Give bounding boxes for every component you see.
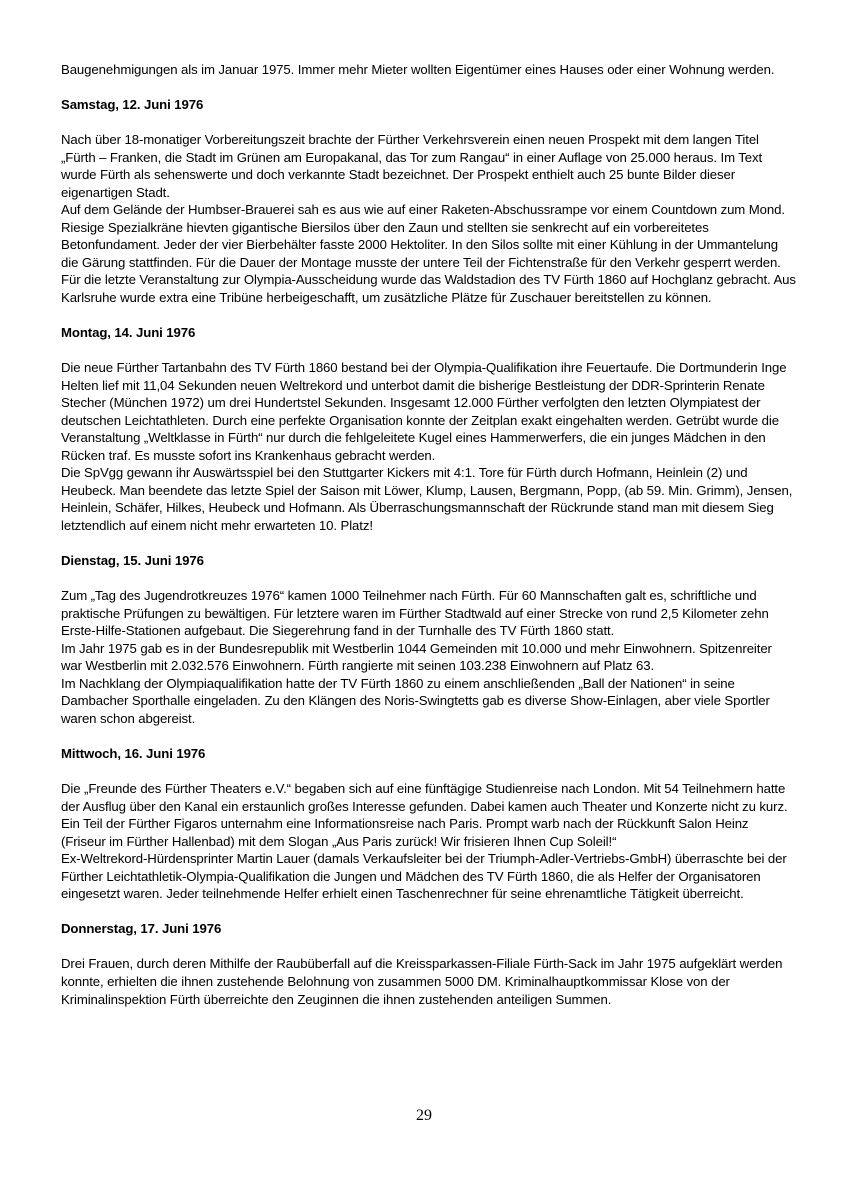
section-samstag — [61, 96, 796, 307]
paragraph: Für die letzte Veranstaltung zur Olympia-Ausscheidung wurde das Waldstadion des TV Fürth 1860 auf Hochglanz gebracht. Aus Karlsruhe wurde extra eine Tribüne herbeigeschafft, um zusätzliche Plätze für Zuschauer bereitstellen zu können. — [61, 272, 796, 306]
paragraph: Zum „Tag des Jugendrotkreuzes 1976“ kamen 1000 Teilnehmer nach Fürth. Für 60 Mannschaften galt es, schriftliche und praktische Prüfungen zu bewältigen. Für letztere waren im Fürther Stadtwald auf einer Strecke von rund 2,5 Kilometer zehn Erste-Hilfe-Stationen aufgebaut. Die Siegerehrung fand in der Turnhalle des TV Fürth 1860 statt. — [61, 588, 769, 639]
paragraph: Im Nachklang der Olympiaqualifikation hatte der TV Fürth 1860 zu einem anschließenden „Ball der Nationen“ in seine Dambacher Sporthalle eingeladen. Zu den Klängen des Noris-Swingtetts gab es diverse Show-Einlagen, aber viele Sportler waren schon abgereist. — [61, 675, 770, 726]
section-heading: Mittwoch, 16. Juni 1976 — [61, 746, 206, 761]
intro-paragraph: Baugenehmigungen als im Januar 1975. Immer mehr Mieter wollten Eigentümer eines Hauses oder einer Wohnung werden. — [61, 62, 775, 77]
paragraph: Ex-Weltrekord-Hürdensprinter Martin Lauer (damals Verkaufsleiter bei der Triumph-Adler-Vertriebs-GmbH) überraschte bei der Fürther Leichtathletik-Olympia-Qualifikation die Jungen und Mädchen des TV Fürth 1860, die als Helfer der Organisatoren eingesetzt waren. Jeder teilnehmende Helfer erhielt einen Taschenrechner für seine ehrenamtliche Tätigkeit überreicht. — [61, 851, 787, 902]
section-donnerstag — [61, 920, 796, 1008]
paragraph: Die „Freunde des Fürther Theaters e.V.“ begaben sich auf eine fünftägige Studienreise nach London. Mit 54 Teilnehmern hatte der Ausflug über den Kanal ein erstaunlich großes Interesse gefunden. Dabei kamen auch Theater und Konzerte nicht zu kurz. — [61, 781, 788, 814]
paragraph: Die SpVgg gewann ihr Auswärtsspiel bei den Stuttgarter Kickers mit 4:1. Tore für Fürth durch Hofmann, Heinlein (2) und Heubeck. Man beendete das letzte Spiel der Saison mit Löwer, Klump, Lausen, Bergmann, Popp, (ab 59. Min. Grimm), Jensen, Heinlein, Schäfer, Hilkes, Heubeck und Hofmann. Als Überraschungsmannschaft der Rückrunde stand man mit diesem Sieg letztendlich auf einem nicht mehr erwarteten 10. Platz! — [61, 465, 793, 534]
section-heading: Samstag, 12. Juni 1976 — [61, 97, 204, 113]
document-page — [61, 61, 796, 1008]
paragraph: Ein Teil der Fürther Figaros unternahm eine Informationsreise nach Paris. Prompt warb nach der Rückkunft Salon Heinz (Friseur im Fürther Hallenbad) mit dem Slogan „Aus Paris zurück! Wir frisieren Ihnen Cup Soleil!“ — [61, 816, 749, 849]
page-number: 29 — [416, 1107, 432, 1124]
paragraph: Die neue Fürther Tartanbahn des TV Fürth 1860 bestand bei der Olympia-Qualifikation ihre Feuertaufe. Die Dortmunderin Inge Helten lief mit 11,04 Sekunden neuen Weltrekord und unterbot damit die bisherige Bestleistung der DDR-Sprinterin Renate Stecher (München 1972) um drei Hundertstel Sekunden. Insgesamt 12.000 Fürther verfolgten den letzten Olympiatest der deutschen Leichtathleten. Durch eine perfekte Organisation konnte der Zeitplan exakt eingehalten werden. Getrübt wurde die Veranstaltung „Weltklasse in Fürth“ nur durch die fehlgeleitete Kugel eines Hammerwerfers, die ein junges Mädchen in den Rücken traf. Es musste sofort ins Krankenhaus gebracht werden. — [61, 360, 787, 463]
section-montag — [61, 324, 796, 535]
section-heading: Donnerstag, 17. Juni 1976 — [61, 921, 222, 937]
section-mittwoch — [61, 745, 796, 903]
section-heading: Montag, 14. Juni 1976 — [61, 325, 196, 341]
section-dienstag — [61, 552, 796, 727]
section-heading: Dienstag, 15. Juni 1976 — [61, 553, 204, 569]
paragraph: Drei Frauen, durch deren Mithilfe der Raubüberfall auf die Kreissparkassen-Filiale Fürth-Sack im Jahr 1975 aufgeklärt werden konnte, erhielten die ihnen zustehende Belohnung von zusammen 5000 DM. Kriminalhauptkommissar Klose von der Kriminalinspektion Fürth überreichte den Zeuginnen die ihnen zustehenden anteiligen Summen. — [61, 956, 783, 1007]
paragraph: Auf dem Gelände der Humbser-Brauerei sah es aus wie auf einer Raketen-Abschussrampe vor einem Countdown zum Mond. Riesige Spezialkräne hievten gigantische Biersilos über den Zaun und stellten sie senkrecht auf ein vorbereitetes Betonfundament. Jeder der vier Bierbehälter fasste 2000 Hektoliter. In den Silos sollte mit einer Kühlung in der Ummantelung die Gärung stattfinden. Für die Dauer der Montage musste der untere Teil der Fichtenstraße für den Verkehr gesperrt werden. — [61, 202, 785, 270]
paragraph: Im Jahr 1975 gab es in der Bundesrepublik mit Westberlin 1044 Gemeinden mit 10.000 und mehr Einwohnern. Spitzenreiter war Westberlin mit 2.032.576 Einwohnern. Fürth rangierte mit seinen 103.238 Einwohnern auf Platz 63. — [61, 640, 772, 674]
paragraph: Nach über 18-monatiger Vorbereitungszeit brachte der Fürther Verkehrsverein einen neuen Prospekt mit dem langen Titel „Fürth – Franken, die Stadt im Grünen am Europakanal, das Tor zum Rangau“ in einer Auflage von 25.000 heraus. Im Text wurde Fürth als sehenswerte und doch verkannte Stadt bezeichnet. Der Prospekt enthielt auch 25 bunte Bilder dieser eigenartigen Stadt. — [61, 132, 763, 200]
